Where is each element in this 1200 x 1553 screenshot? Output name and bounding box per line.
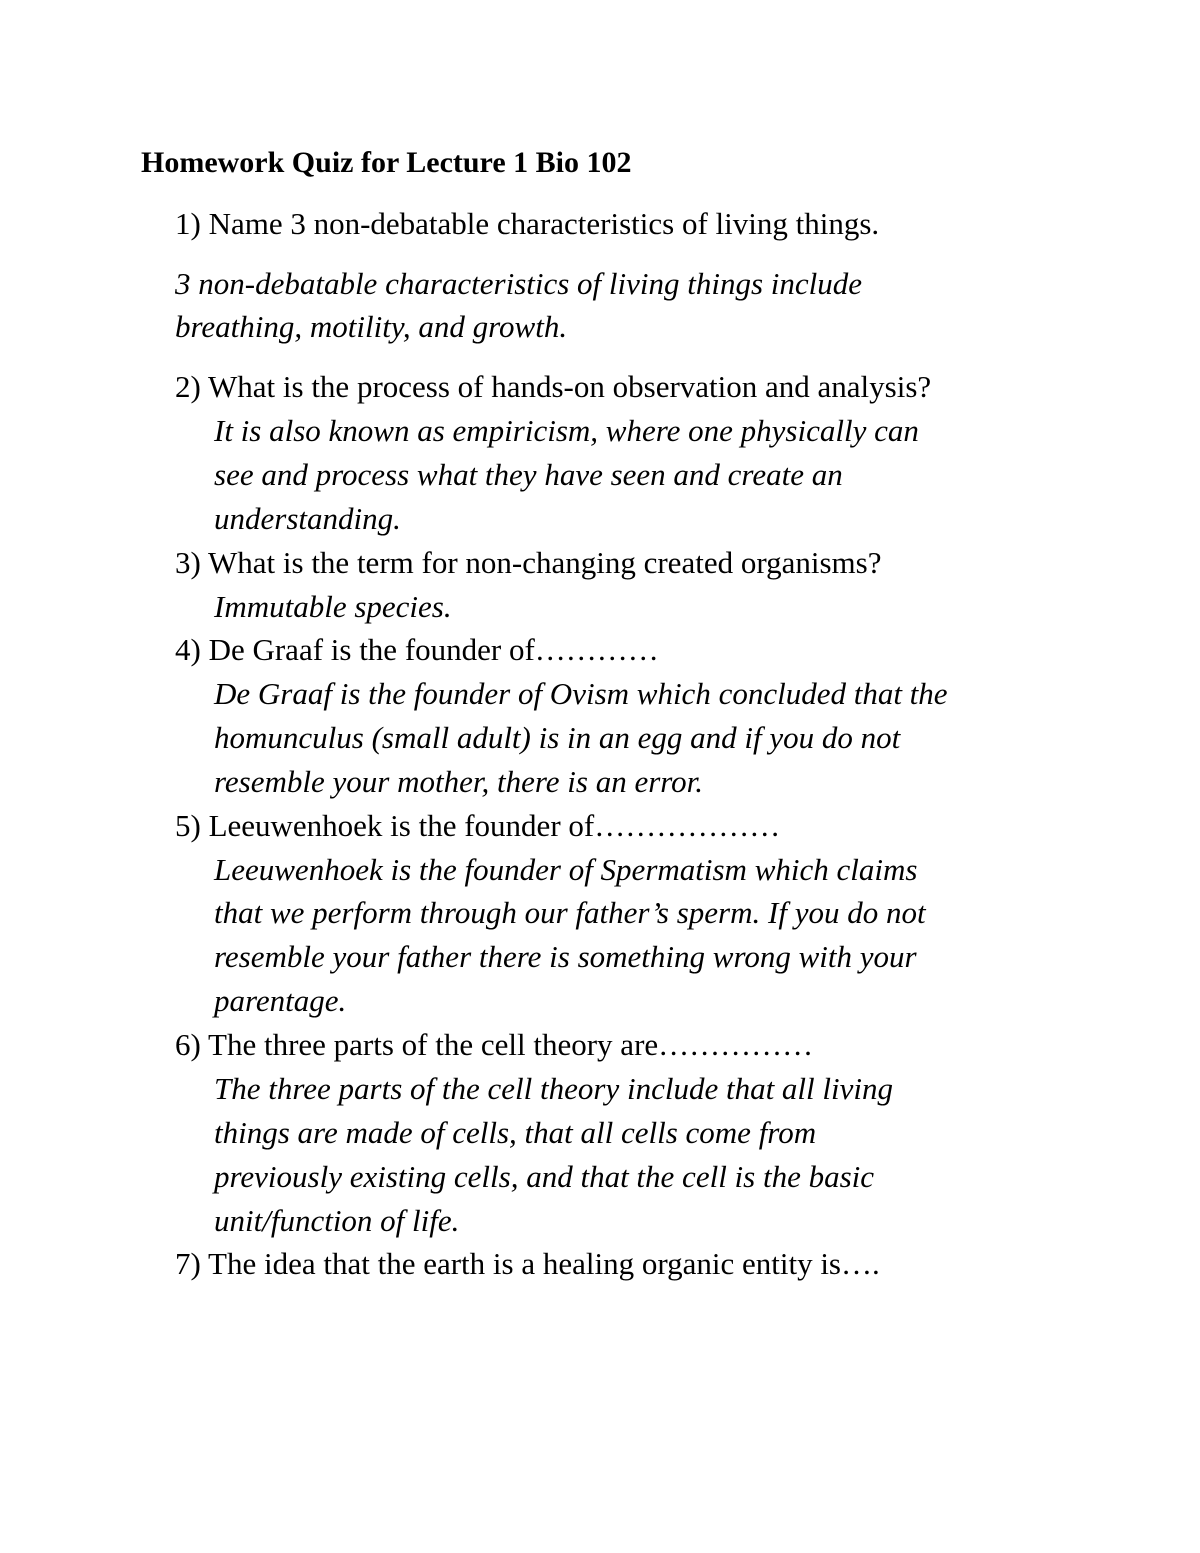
question-4-answer-line: homunculus (small adult) is in an egg and if you do not <box>214 720 901 755</box>
question-2-answer-line: understanding. <box>214 501 401 536</box>
question-1-answer-line: breathing, motility, and growth. <box>175 309 568 344</box>
document-title: Homework Quiz for Lecture 1 Bio 102 <box>141 146 632 179</box>
question-2-prompt: 2) What is the process of hands-on observation and analysis? <box>175 369 932 404</box>
question-5-answer-line: that we perform through our father’s sperm. If you do not <box>214 895 926 930</box>
question-3-answer-line: Immutable species. <box>214 589 452 624</box>
question-4-answer-line: resemble your mother, there is an error. <box>214 764 704 799</box>
question-7-prompt: 7) The idea that the earth is a healing organic entity is…. <box>175 1246 880 1281</box>
question-2-answer-line: It is also known as empiricism, where one physically can <box>214 413 919 448</box>
question-6-answer-line: things are made of cells, that all cells come from <box>214 1115 817 1150</box>
question-6-answer-line: unit/function of life. <box>214 1203 460 1238</box>
question-1-answer-line: 3 non-debatable characteristics of living things include <box>175 266 863 301</box>
question-4-answer-line: De Graaf is the founder of Ovism which concluded that the <box>214 676 948 711</box>
question-1-prompt: 1) Name 3 non-debatable characteristics of living things. <box>175 206 880 241</box>
question-6-answer-line: previously existing cells, and that the cell is the basic <box>214 1159 875 1194</box>
question-5-answer-line: resemble your father there is something wrong with your <box>214 939 917 974</box>
question-2-answer-line: see and process what they have seen and create an <box>214 457 843 492</box>
question-3-prompt: 3) What is the term for non-changing created organisms? <box>175 545 882 580</box>
question-4-prompt: 4) De Graaf is the founder of………… <box>175 632 659 667</box>
question-5-prompt: 5) Leeuwenhoek is the founder of……………… <box>175 808 781 843</box>
question-5-answer-line: parentage. <box>214 983 347 1018</box>
question-6-prompt: 6) The three parts of the cell theory are…………… <box>175 1027 814 1062</box>
question-6-answer-line: The three parts of the cell theory include that all living <box>214 1071 894 1106</box>
question-5-answer-line: Leeuwenhoek is the founder of Spermatism which claims <box>214 852 918 887</box>
